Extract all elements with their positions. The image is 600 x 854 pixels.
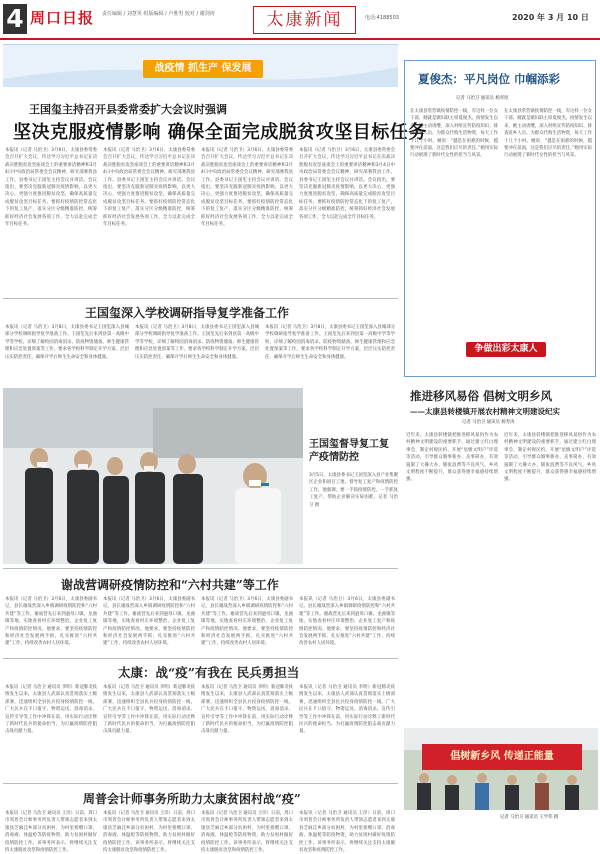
article3-title: 谢战营调研疫情防控和“六村共建”等工作 <box>61 578 279 592</box>
profile-text-col1: 在太康县常营镇疫情防控一线，有这样一位女干部，她就是镇妇联主席夏俊杰。疫情发生以来，她主动请缨，深入村组宣传防疫知识、排查返乡人员、为群众代购生活物资，每天工作十几个小时。她说：“越是在困难的时候，越要冲在前面，这是我们应尽的责任。”她用实际行动展现了新时代女性的担当与风采。 <box>410 109 498 159</box>
photo-illustration <box>3 388 303 564</box>
article2-text-col1: 本报讯（记者 马治卫）3月8日，太康县委书记王国玺深入县城部分学校调研指导复学准备工作。王国玺先后来到县第一高级中学等学校，详细了解校园消毒消杀、防疫物资储备、师生健康管理和应急处置预案等工作，要求各学校科学制定开学方案，层层压实防控责任，确保开学后师生生命安全和身体健康。 <box>5 325 129 360</box>
feature-text-col2: 近年来，太康县转楼镇把推进移风易俗作为农村精神文明建设的重要抓手，通过建立红白理事会、制定村规民约、开展“星级文明户”评选等活动，引导群众婚事新办、丧事简办，有效遏制了大操大办、铺张浪费等不良风气，乡风文明程度不断提升，群众获得感幸福感持续增强。 <box>504 433 596 483</box>
feature-byline: 记者 马治卫 通讯员 杨寿涛 <box>462 420 515 425</box>
article3-text-col4: 本报讯（记者 马治卫）3月6日，太康县委副书记、县长谢战营深入乡镇调研疫情防控和“六村共建”等工作。谢战营先后来到逊母口镇、龙曲镇等地，实地查看村庄环境整治、企业复工复产和疫情防控情况。他要求，要坚持疫情防控和经济社会发展两手抓，扎实推进“六村共建”工作，持续改善农村人居环境。 <box>299 597 395 647</box>
section-banner <box>3 44 398 86</box>
article2-text-col3: 本报讯（记者 马治卫）3月8日，太康县委书记王国玺深入县城部分学校调研指导复学准备工作。王国玺先后来到县第一高级中学等学校，详细了解校园消毒消杀、防疫物资储备、师生健康管理和应急处置预案等工作，要求各学校科学制定开学方案，层层压实防控责任，确保开学后师生生命安全和身体健康。 <box>265 325 395 360</box>
article4-text-col2: 本报讯（记者 马治卫 通讯员 李明）新冠肺炎疫情发生以来，太康县人武部认真贯彻落实上级部署，迅速组织全县民兵投身疫情防控一线，广大民兵在卡口值守、物资运送、消毒消杀、宣传引导等工作中冲锋在前，用实际行动诠释了新时代民兵的使命担当，为打赢疫情防控阻击战贡献力量。 <box>103 685 196 735</box>
article4-text-col4: 本报讯（记者 马治卫 通讯员 李明）新冠肺炎疫情发生以来，太康县人武部认真贯彻落实上级部署，迅速组织全县民兵投身疫情防控一线，广大民兵在卡口值守、物资运送、消毒消杀、宣传引导等工作中冲锋在前，用实际行动诠释了新时代民兵的使命担当，为打赢疫情防控阻击战贡献力量。 <box>299 685 395 735</box>
masthead-meta: 责任编辑 / 刘慧英 组版编辑 / 卢胜男 校对 / 谢剑涛 <box>102 11 215 17</box>
profile-title: 夏俊杰：平凡岗位 巾帼添彩 <box>418 72 561 86</box>
left-column <box>3 44 427 854</box>
article5-text-col4: 本报讯（记者 马治卫 通讯员 王洋）日前，周口市周普会计师事务所负责人带领志愿者来到太康县芝麻洼乡部分贫困村，为村里捐赠口罩、消毒液、体温枪等防疫物资，助力贫困村做好疫情防控工作。该事务所表示，将继续关注支持太康脱贫攻坚和疫情防控工作。 <box>299 811 395 854</box>
article3-text-col2: 本报讯（记者 马治卫）3月6日，太康县委副书记、县长谢战营深入乡镇调研疫情防控和“六村共建”等工作。谢战营先后来到逊母口镇、龙曲镇等地，实地查看村庄环境整治、企业复工复产和疫情防控情况。他要求，要坚持疫情防控和经济社会发展两手抓，扎实推进“六村共建”工作，持续改善农村人居环境。 <box>103 597 195 647</box>
profile-tag: 争做出彩太康人 <box>466 342 546 357</box>
article1-title: 坚决克服疫情影响 确保全面完成脱贫攻坚目标任务 <box>13 122 427 143</box>
news-photo <box>3 388 303 564</box>
divider <box>3 298 398 299</box>
feature-photo-caption: 记者 马治卫 通讯员 王学伟 摄 <box>500 815 559 820</box>
article4-text-col3: 本报讯（记者 马治卫 通讯员 李明）新冠肺炎疫情发生以来，太康县人武部认真贯彻落实上级部署，迅速组织全县民兵投身疫情防控一线，广大民兵在卡口值守、物资运送、消毒消杀、宣传引导等工作中冲锋在前，用实际行动诠释了新时代民兵的使命担当，为打赢疫情防控阻击战贡献力量。 <box>201 685 294 735</box>
feature-text-col1: 近年来，太康县转楼镇把推进移风易俗作为农村精神文明建设的重要抓手，通过建立红白理事会、制定村规民约、开展“星级文明户”评选等活动，引导群众婚事新办、丧事简办，有效遏制了大操大办、铺张浪费等不良风气，乡风文明程度不断提升，群众获得感幸福感持续增强。 <box>406 433 498 483</box>
masthead <box>0 0 600 40</box>
article2-title: 王国玺深入学校调研指导复学准备工作 <box>85 306 290 320</box>
divider <box>3 658 398 659</box>
article4-text-col1: 本报讯（记者 马治卫 通讯员 李明）新冠肺炎疫情发生以来，太康县人武部认真贯彻落实上级部署，迅速组织全县民兵投身疫情防控一线，广大民兵在卡口值守、物资运送、消毒消杀、宣传引导等工作中冲锋在前，用实际行动诠释了新时代民兵的使命担当，为打赢疫情防控阻击战贡献力量。 <box>5 685 98 735</box>
photo-caption-title: 王国玺督导复工复产疫情防控 <box>309 439 389 463</box>
article3-text-col3: 本报讯（记者 马治卫）3月6日，太康县委副书记、县长谢战营深入乡镇调研疫情防控和“六村共建”等工作。谢战营先后来到逊母口镇、龙曲镇等地，实地查看村庄环境整治、企业复工复产和疫情防控情况。他要求，要坚持疫情防控和经济社会发展两手抓，扎实推进“六村共建”工作，持续改善农村人居环境。 <box>201 597 293 647</box>
banner-label: 战疫情 抓生产 保发展 <box>143 60 263 78</box>
article1-text-col3: 本报讯（记者 马治卫）3月6日，太康县委常委会召开扩大会议，传达学习习近平总书记在决战决胜脱贫攻坚座谈会上的重要讲话精神和3月4日中央政治局常委会会议精神，研究部署我县工作。县委书记王国玺主持会议并讲话。会议指出，要坚决克服新冠肺炎疫情影响，以更大决心、更强力度推进脱贫攻坚，确保高质量完成脱贫攻坚目标任务。要抓好疫情防控常态化下的复工复产，落实分区分级精准防控，统筹抓好经济社会发展各项工作，全力以赴完成全年目标任务。 <box>201 148 293 228</box>
profile-text-col2: 在太康县常营镇疫情防控一线，有这样一位女干部，她就是镇妇联主席夏俊杰。疫情发生以来，她主动请缨，深入村组宣传防疫知识、排查返乡人员、为群众代购生活物资，每天工作十几个小时。她说：“越是在困难的时候，越要冲在前面，这是我们应尽的责任。”她用实际行动展现了新时代女性的担当与风采。 <box>504 109 592 159</box>
feature-subtitle: ——太康县转楼镇开展农村精神文明建设纪实 <box>410 407 560 416</box>
article1-text-col1: 本报讯（记者 马治卫）3月6日，太康县委常委会召开扩大会议，传达学习习近平总书记在决战决胜脱贫攻坚座谈会上的重要讲话精神和3月4日中央政治局常委会会议精神，研究部署我县工作。县委书记王国玺主持会议并讲话。会议指出，要坚决克服新冠肺炎疫情影响，以更大决心、更强力度推进脱贫攻坚，确保高质量完成脱贫攻坚目标任务。要抓好疫情防控常态化下的复工复产，落实分区分级精准防控，统筹抓好经济社会发展各项工作，全力以赴完成全年目标任务。 <box>5 148 97 228</box>
article3-text-col1: 本报讯（记者 马治卫）3月6日，太康县委副书记、县长谢战营深入乡镇调研疫情防控和“六村共建”等工作。谢战营先后来到逊母口镇、龙曲镇等地，实地查看村庄环境整治、企业复工复产和疫情防控情况。他要求，要坚持疫情防控和经济社会发展两手抓，扎实推进“六村共建”工作，持续改善农村人居环境。 <box>5 597 97 647</box>
article2-text-col2: 本报讯（记者 马治卫）3月8日，太康县委书记王国玺深入县城部分学校调研指导复学准备工作。王国玺先后来到县第一高级中学等学校，详细了解校园消毒消杀、防疫物资储备、师生健康管理和应急处置预案等工作，要求各学校科学制定开学方案，层层压实防控责任，确保开学后师生生命安全和身体健康。 <box>135 325 259 360</box>
masthead-meta-right: 电话:4188503 <box>365 15 399 21</box>
article5-title: 周普会计师事务所助力太康贫困村战“疫” <box>83 792 301 806</box>
feature-photo-illustration <box>404 728 598 810</box>
article1-text-col2: 本报讯（记者 马治卫）3月6日，太康县委常委会召开扩大会议，传达学习习近平总书记在决战决胜脱贫攻坚座谈会上的重要讲话精神和3月4日中央政治局常委会会议精神，研究部署我县工作。县委书记王国玺主持会议并讲话。会议指出，要坚决克服新冠肺炎疫情影响，以更大决心、更强力度推进脱贫攻坚，确保高质量完成脱贫攻坚目标任务。要抓好疫情防控常态化下的复工复产，落实分区分级精准防控，统筹抓好经济社会发展各项工作，全力以赴完成全年目标任务。 <box>103 148 195 228</box>
profile-byline: 记者 马治卫 通讯员 杨青原 <box>456 96 509 101</box>
page-number: 4 <box>3 4 27 34</box>
paper-name: 周口日报 <box>30 9 95 27</box>
right-column <box>404 44 598 844</box>
section-title: 太康新闻 <box>253 6 356 34</box>
divider <box>3 783 398 784</box>
article1-subtitle: 王国玺主持召开县委常委扩大会议时强调 <box>29 103 227 116</box>
article1-text-col4: 本报讯（记者 马治卫）3月6日，太康县委常委会召开扩大会议，传达学习习近平总书记在决战决胜脱贫攻坚座谈会上的重要讲话精神和3月4日中央政治局常委会会议精神，研究部署我县工作。县委书记王国玺主持会议并讲话。会议指出，要坚决克服新冠肺炎疫情影响，以更大决心、更强力度推进脱贫攻坚，确保高质量完成脱贫攻坚目标任务。要抓好疫情防控常态化下的复工复产，落实分区分级精准防控，统筹抓好经济社会发展各项工作，全力以赴完成全年目标任务。 <box>299 148 395 220</box>
divider <box>3 568 398 569</box>
article5-text-col3: 本报讯（记者 马治卫 通讯员 王洋）日前，周口市周普会计师事务所负责人带领志愿者来到太康县芝麻洼乡部分贫困村，为村里捐赠口罩、消毒液、体温枪等防疫物资，助力贫困村做好疫情防控工作。该事务所表示，将继续关注支持太康脱贫攻坚和疫情防控工作。 <box>201 811 294 854</box>
feature-photo-banner: 倡树新乡风 传递正能量 <box>450 751 554 762</box>
article5-text-col1: 本报讯（记者 马治卫 通讯员 王洋）日前，周口市周普会计师事务所负责人带领志愿者来到太康县芝麻洼乡部分贫困村，为村里捐赠口罩、消毒液、体温枪等防疫物资，助力贫困村做好疫情防控工作。该事务所表示，将继续关注支持太康脱贫攻坚和疫情防控工作。 <box>5 811 98 854</box>
photo-caption <box>309 388 398 564</box>
feature-photo <box>404 728 598 810</box>
photo-caption-text: 3月5日，太康县委书记王国玺深入县产业集聚区企业和项目工地，督导复工复产和疫情防控工作。他强调，要一手抓疫情防控、一手抓复工复产，帮助企业解决实际困难。记者 马治卫 摄 <box>309 473 399 508</box>
issue-date: 2020 年 3 月 10 日 <box>512 13 589 22</box>
feature-title: 推进移风易俗 倡树文明乡风 <box>410 389 553 403</box>
article5-text-col2: 本报讯（记者 马治卫 通讯员 王洋）日前，周口市周普会计师事务所负责人带领志愿者来到太康县芝麻洼乡部分贫困村，为村里捐赠口罩、消毒液、体温枪等防疫物资，助力贫困村做好疫情防控工作。该事务所表示，将继续关注支持太康脱贫攻坚和疫情防控工作。 <box>103 811 196 854</box>
article4-title: 太康：战“疫”有我在 民兵勇担当 <box>118 665 300 680</box>
